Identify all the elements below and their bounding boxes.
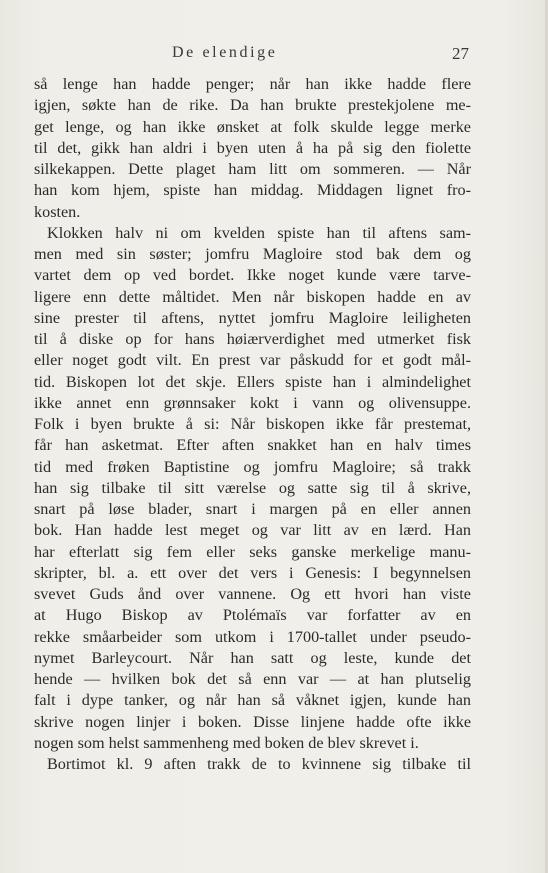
running-title: De elendige: [172, 44, 278, 61]
text-line: at Hugo Biskop av Ptolémaïs var forfatter av en: [34, 606, 471, 625]
text-line: til å diske op for hans høiærverdighet med utmerket fisk: [34, 330, 471, 348]
text-line: hende — hvilken bok det så enn var — at han plutselig: [34, 670, 471, 688]
text-line: svevet Guds ånd over vannene. Og ett hvori han viste: [34, 585, 471, 603]
text-line: nogen som helst sammenheng med boken de blev skrevet i.: [34, 733, 419, 752]
paragraph-start-line: Klokken halv ni om kvelden spiste han til aftens sam‑: [47, 223, 471, 242]
running-header: [0, 44, 548, 66]
text-line: tid med frøken Baptistine og jomfru Magloire; så trakk: [34, 457, 471, 476]
text-line: til det, gikk han aldri i byen uten å ha på sig den fiolette: [34, 138, 471, 157]
text-line: Folk i byen brukte å si: Når biskopen ikke får prestemat,: [34, 415, 471, 433]
text-line: silkekappen. Dette plaget ham litt om sommeren. — Når: [34, 160, 471, 178]
text-line: han sig tilbake til sitt værelse og satte sig til å skrive,: [34, 478, 471, 497]
text-line: ikke annet enn grønnsaker kokt i vann og olivensuppe.: [34, 393, 471, 412]
text-line: skripter, bl. a. ett over det vers i Genesis: I begynnelsen: [34, 563, 471, 582]
body-text: [34, 74, 471, 775]
page-number: 27: [452, 44, 469, 63]
text-line: snart på løse blader, snart i margen på en eller annen: [34, 500, 471, 518]
paragraph-start-line: Bortimot kl. 9 aften trakk de to kvinnene sig tilbake til: [47, 755, 471, 773]
text-line: så lenge han hadde penger; når han ikke hadde flere: [34, 75, 471, 93]
text-line: tid. Biskopen lot det skje. Ellers spiste han i almindelighet: [34, 372, 471, 391]
text-line: rekke småarbeider som utkom i 1700‑tallet under pseudo‑: [34, 627, 471, 646]
text-line: skrive nogen linjer i boken. Disse linjene hadde ofte ikke: [34, 712, 471, 731]
text-line: kosten.: [34, 202, 81, 221]
text-line: eller noget godt vilt. En prest var påskudd for et godt mål‑: [34, 351, 471, 370]
text-line: ligere enn dette måltidet. Men når biskopen hadde en av: [34, 287, 471, 306]
text-line: nymet Barleycourt. Når han satt og leste, kunde det: [34, 648, 471, 667]
text-line: bok. Han hadde lest meget og var litt av en lærd. Han: [34, 521, 471, 540]
text-line: igjen, søkte han de rike. Da han brukte prestekjolene me‑: [34, 96, 471, 115]
text-line: falt i dype tanker, og når han så våknet igjen, kunde han: [34, 691, 471, 710]
text-line: get lenge, og han ikke ønsket at folk skulde legge merke: [34, 117, 471, 136]
text-line: har efterlatt sig fem eller seks ganske merkelige manu‑: [34, 542, 471, 561]
text-line: men med sin søster; jomfru Magloire stod bak dem og: [34, 245, 471, 263]
text-line: vartet dem op ved bordet. Ikke noget kunde være tarve‑: [34, 266, 471, 285]
text-line: han kom hjem, spiste han middag. Middagen lignet fro‑: [34, 181, 471, 200]
text-line: får han asketmat. Efter aften snakket han en halv times: [34, 436, 471, 455]
text-line: sine prester til aftens, nyttet jomfru Magloire leiligheten: [34, 308, 471, 327]
